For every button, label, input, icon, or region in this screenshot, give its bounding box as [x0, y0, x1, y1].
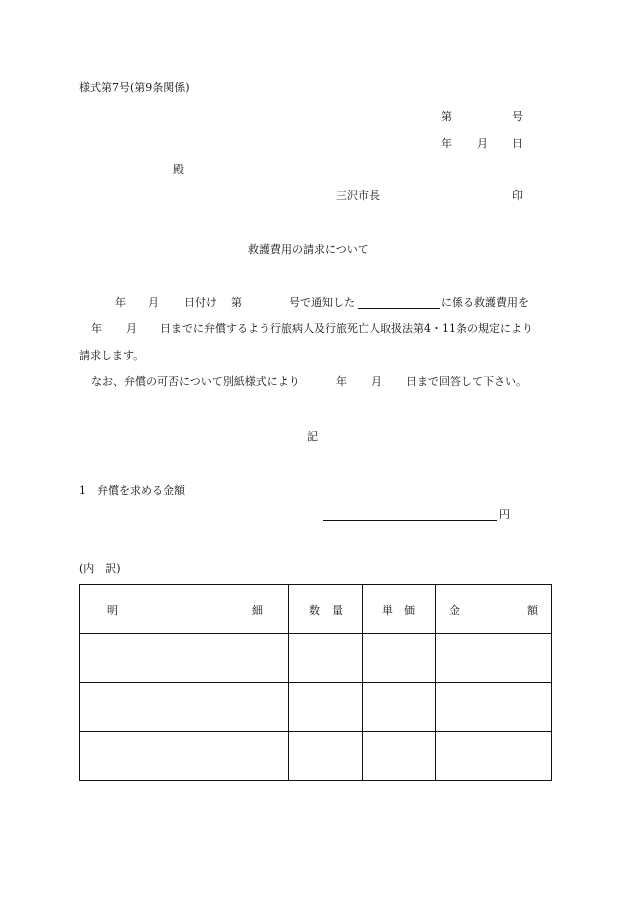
doc-number-suffix: 号: [512, 110, 523, 123]
ki-heading: 記: [307, 430, 318, 443]
cell-detail: [80, 732, 289, 781]
breakdown-header-row: [80, 585, 552, 634]
body-line2-month: 月: [126, 322, 137, 335]
body-line1-month: 月: [148, 296, 159, 309]
body-line1-no-prefix: 第: [231, 296, 242, 309]
body-line4-text1: なお、弁償の可否について別紙様式により: [91, 375, 300, 388]
body-line1-year: 年: [115, 296, 126, 309]
body-line1-blank: [358, 296, 440, 313]
body-line3: 請求します。: [79, 349, 145, 362]
amount-unit: 円: [499, 508, 510, 521]
breakdown-table: [79, 584, 552, 781]
addressee-honorific: 殿: [173, 163, 184, 176]
breakdown-caption: (内 訳): [79, 562, 121, 575]
body-line4-year: 年: [336, 375, 347, 388]
date-day: 日: [512, 137, 523, 150]
section1-label: 1 弁償を求める金額: [79, 484, 185, 497]
header-price-right: 価: [404, 604, 415, 617]
header-amount-left: 金: [449, 604, 460, 617]
document-title: 救護費用の請求について: [248, 243, 369, 256]
cell-unit-price: [363, 683, 436, 732]
cell-unit-price: [363, 732, 436, 781]
body-line2-year: 年: [91, 322, 102, 335]
cell-detail: [80, 683, 289, 732]
body-line4-month: 月: [371, 375, 382, 388]
cell-quantity: [289, 732, 363, 781]
body-line1-concerning: に係る救護費用を: [441, 296, 529, 309]
body-line2-text: 日までに弁償するよう行旅病人及行旅死亡人取扱法第4・11条の規定により: [160, 322, 533, 335]
seal-mark: 印: [512, 189, 523, 202]
date-month: 月: [477, 137, 488, 150]
body-line1-notified: 号で通知した: [289, 296, 355, 309]
header-price-left: 単: [382, 604, 393, 617]
header-qty-right: 量: [332, 604, 343, 617]
cell-unit-price: [363, 634, 436, 683]
body-line4-text2: 日まで回答して下さい。: [406, 375, 527, 388]
date-year: 年: [441, 137, 452, 150]
header-unit-price: [363, 585, 436, 634]
cell-amount: [436, 683, 552, 732]
header-amount: [436, 585, 552, 634]
cell-detail: [80, 634, 289, 683]
header-amount-right: 額: [527, 604, 538, 617]
header-quantity: [289, 585, 363, 634]
header-detail-left: 明: [107, 604, 118, 617]
table-row: [80, 683, 552, 732]
header-detail: [80, 585, 289, 634]
body-line1-dated: 日付け: [184, 296, 217, 309]
header-detail-right: 細: [252, 604, 263, 617]
table-row: [80, 634, 552, 683]
cell-amount: [436, 634, 552, 683]
cell-amount: [436, 732, 552, 781]
cell-quantity: [289, 634, 363, 683]
header-qty-left: 数: [309, 604, 320, 617]
cell-quantity: [289, 683, 363, 732]
table-row: [80, 732, 552, 781]
doc-number-prefix: 第: [441, 110, 452, 123]
form-label: 様式第7号(第9条関係): [79, 81, 190, 94]
amount-blank: [323, 508, 497, 525]
issuer-name: 三沢市長: [336, 189, 380, 202]
